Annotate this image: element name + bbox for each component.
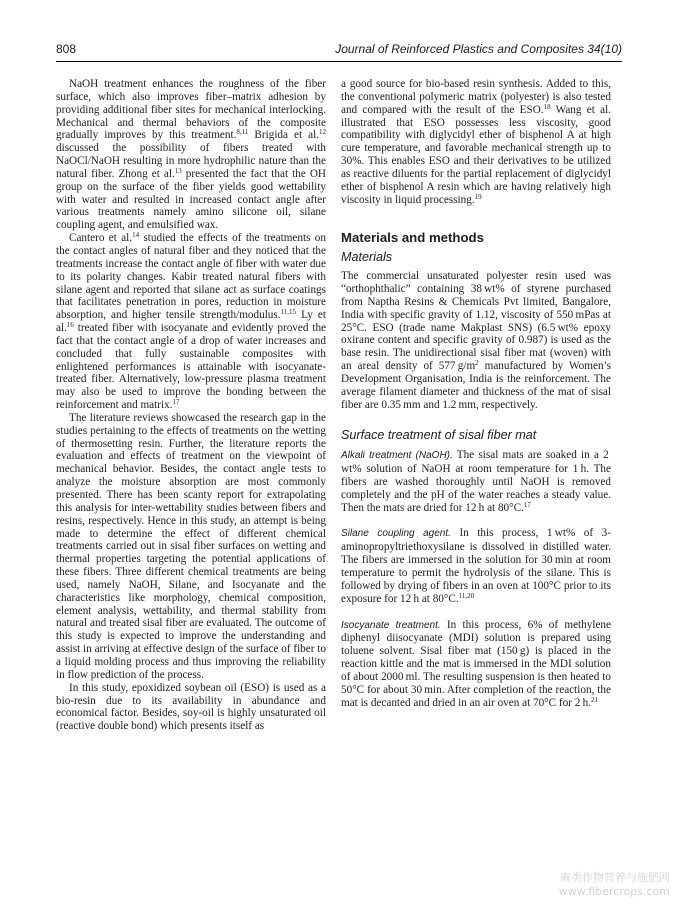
- paragraph-naoh-intro: NaOH treatment enhances the roughness of the fiber surface, which also improves fiber–matrix adhesion by providing additional fiber sites for mechanical interlocking. Mechanical and thermal behaviors of the composite gradually improves by this treatment.$^{8,11}$ Brigida et al.$^{12}$ discussed the possibility of fibers treated with NaOCl/NaOH resulting in more hydrophilic nature than the natural fiber. Zhong et al.$^{13}$ presented the fact that the OH group on the surface of the fiber yields good wettability with water and resulted in increased contact angle after various treatments namely amino silicone oil, silane coupling agent, and emulsified wax.: [56, 78, 326, 232]
- run-in-heading: Alkali treatment (NaOH).: [341, 450, 453, 462]
- paragraph-alkali: Alkali treatment (NaOH). The sisal mats are soaked in a 2 wt% solution of NaOH at room temperature for 1 h. The fibers are washed thoroughly until NaOH is removed completely and the pH of the water reaches a steady value. Then the mats are dried for 12 h at 80°C.$^{17}$: [341, 449, 612, 514]
- paragraph-research-gap: The literature reviews showcased the research gap in the studies pertaining to the effects of treatments on the wetting of thermosetting resin. Further, the literature reports the evaluation and effects of treatment on the viewpoint of mechanical behavior. Besides, the contact angle tests to analyze the moisture absorption are most commonly presented. There has been scanty report for extrapolating this analysis for inter-wettability studies between fibers and resins, respectively. Hence in this study, an attempt is being made to determine the effect of different chemical treatments carried out in sisal fiber surfaces on wetting and thermal properties targeting the potential applications of these fibers. Three different chemical treatments are being used, namely NaOH, Silane, and Isocyanate and the characteristics like morphology, chemical composition, element analysis, wettability, and thermal stability from natural and treated sisal fiber are evaluated. The outcome of this study is expected to improve the understanding and assist in arriving at effective design of the surface of fiber to a liquid molding process and thus improving the reliability in flow prediction of the process.: [56, 411, 326, 681]
- paragraph-eso-continued: a good source for bio-based resin synthesis. Added to this, the conventional polymeric matrix (polyester) is also tested and compared with the result of the ESO.$^{18}$ Wang et al. illustrated that ESO possesses less viscosity, good compatibility with diglycidyl ether of bisphenol A at high cure temperature, and favorable mechanical strength up to 30%. This enables ESO and their derivatives to be utilized as reactive diluents for the partial replacement of diglycidyl ether of bisphenol A resin which are having relatively high viscosity in liquid processing.$^{19}$: [341, 78, 612, 206]
- running-header: [56, 42, 622, 58]
- watermark: 麻类作物营养与施肥网 www.fibercrops.com: [558, 871, 670, 898]
- header-rule: [56, 61, 622, 62]
- journal-title: Journal of Reinforced Plastics and Composites 34(10): [335, 42, 622, 56]
- run-in-heading: Isocyanate treatment.: [341, 619, 441, 631]
- subsection-heading: Materials: [341, 250, 393, 265]
- paragraph-materials: The commercial unsaturated polyester resin used was “orthophthalic” containing 38 wt% of styrene purchased from Naptha Resins & Chemicals Pvt limited, Bangalore, India with specific gravity of 1.12, viscosity of 550 mPas at 25°C. ESO (trade name Makplast SNS) (6.5 wt% epoxy oxirane content and specific gravity of 0.987) is used as the base resin. The unidirectional sisal fiber mat (woven) with an areal density of 577 $g/m^2$ manufactured by Women’s Development Organisation, India is the reinforcement. The average filament diameter and thickness of the mat of sisal fiber are 0.35 mm and 1.2 mm, respectively.: [341, 270, 611, 411]
- section-heading: Materials and methods: [341, 230, 484, 246]
- page-number: 808: [56, 42, 77, 56]
- paragraph-silane: Silane coupling agent. In this process, 1 wt% of 3-aminopropyltriethoxysilane is dissolved in distilled water. The fibers are immersed in the solution for 30 min at room temperature to permit the hydrolysis of the silane. This is followed by drying of fibers in an oven at 100°C prior to its exposure for 12 h at 80°C.$^{11,20}$: [341, 527, 611, 605]
- left-column: [56, 78, 326, 733]
- paragraph-isocyanate: Isocyanate treatment. In this process, 6% of methylene diphenyl diisocyanate (MDI) solution is prepared using toluene solvent. Sisal fiber mat (150 g) is placed in the reaction kittle and the mat is immersed in the MDI solution of about 2000 ml. The resulting suspension is then heated to 50°C for about 30 min. After completion of the reaction, the mat is decanted and dried in an air oven at 70°C for 2 h.$^{21}$: [341, 618, 611, 709]
- paragraph-eso-intro: In this study, epoxidized soybean oil (ESO) is used as a bio-resin due to its availability in abundance and economical factor. Besides, soy-oil is highly unsaturated oil (reactive double bond) which presents itself as: [56, 681, 326, 733]
- subsection-heading-treatment: Surface treatment of sisal fiber mat: [341, 428, 537, 443]
- run-in-heading: Silane coupling agent.: [341, 528, 451, 540]
- right-column: [341, 78, 611, 709]
- paragraph-contact-angle: Cantero et al.$^{14}$ studied the effects of the treatments on the contact angles of natural fiber and they noticed that the treatments increase the contact angle of fiber with water due to its polarity changes. Kabir treated natural fibers with silane agent and reported that silane act as surface coatings that facilitates penetration in pores, reduction in moisture absorption, and higher tensile strength/modulus.$^{11,15}$ Ly et al.$^{16}$ treated fiber with isocyanate and evidently proved the fact that the contact angle of a drop of water increases and concluded that fully sustainable composites with enlightened performances is attainable with isocyanate-treated fiber. Alternatively, low-pressure plasma treatment may also be used to improve the bonding between the reinforcement and matrix.$^{17}$: [56, 231, 326, 412]
